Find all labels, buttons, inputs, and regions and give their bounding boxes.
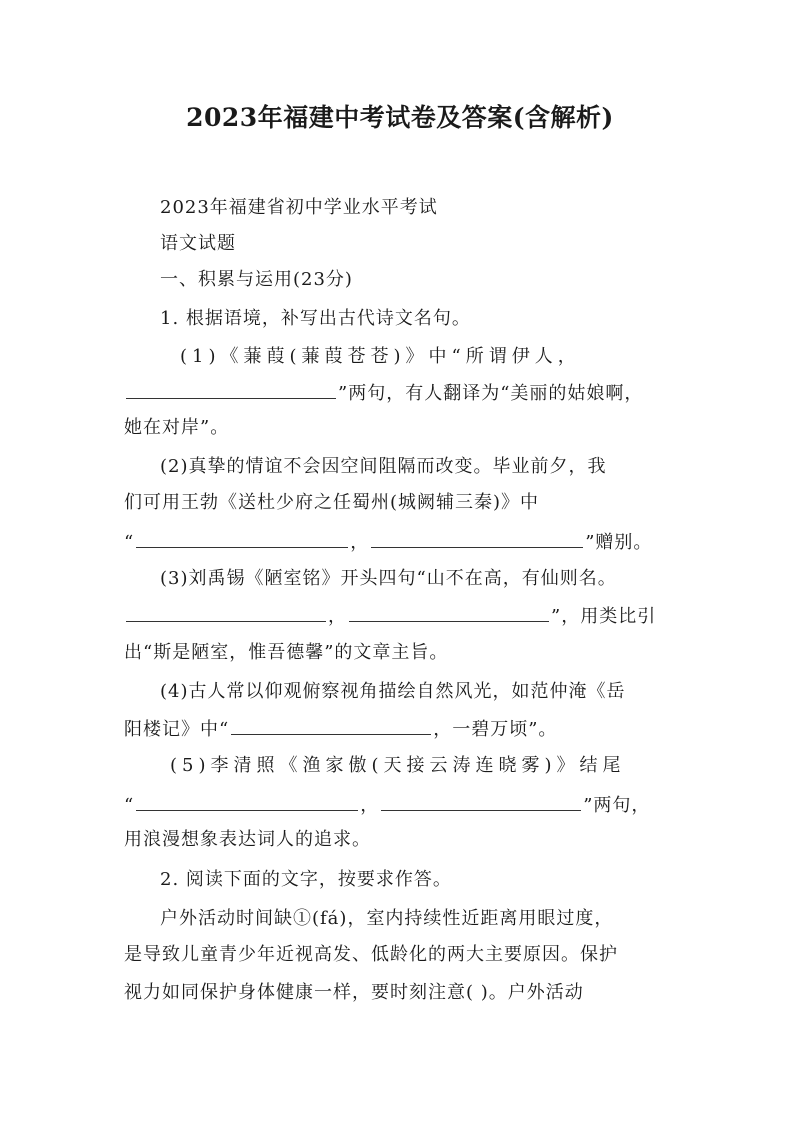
q1-part1-line3: 她在对岸”。 [124, 417, 230, 438]
q1-part1-text2: ”两句，有人翻译为“美丽的姑娘啊， [338, 383, 644, 404]
answer-blank[interactable] [231, 716, 431, 735]
q1-part3-line2 [124, 603, 656, 629]
q1-part4-line1: (4)古人常以仰观俯察视角描绘自然风光，如范仲淹《岳 [160, 681, 626, 702]
question-2-stem: 2. 阅读下面的文字，按要求作答。 [160, 869, 452, 890]
answer-blank[interactable] [136, 792, 358, 811]
q2-passage-line1: 户外活动时间缺①(fá)，室内持续性近距离用眼过度， [160, 908, 614, 929]
q1-part4-line2 [124, 716, 557, 742]
comma: ， [328, 606, 347, 627]
section-heading: 一、积累与运用(23分) [160, 269, 353, 290]
q1-part1-text: (1)《蒹葭(蒹葭苍苍)》中“所谓伊人， [180, 346, 581, 367]
q1-part5-text: (5)李清照《渔家傲(天接云涛连晓雾)》结尾 [170, 755, 626, 776]
quote-open: “ [124, 532, 135, 553]
quote-open: “ [124, 795, 135, 816]
quote-close: ”赠别。 [585, 532, 653, 553]
q1-part5-line2 [124, 792, 650, 818]
answer-blank[interactable] [381, 792, 581, 811]
answer-blank[interactable] [136, 529, 348, 548]
q1-part5-tail: ”两句， [583, 795, 651, 816]
q1-part4-tail: ，一碧万顷”。 [433, 719, 558, 740]
comma: ， [350, 532, 370, 553]
q1-part2-line2: 们可用王勃《送杜少府之任蜀州(城阙辅三秦)》中 [124, 492, 540, 513]
document-title: 2023年福建中考试卷及答案(含解析) [186, 103, 614, 132]
q1-part2-line1: (2)真挚的情谊不会因空间阻隔而改变。毕业前夕，我 [160, 456, 607, 477]
q1-part3-line3: 出“斯是陋室，惟吾德馨”的文章主旨。 [124, 642, 449, 663]
answer-blank[interactable] [126, 380, 336, 399]
answer-blank[interactable] [349, 603, 549, 622]
q1-part3-line1: (3)刘禹锡《陋室铭》开头四句“山不在高，有仙则名。 [160, 568, 617, 589]
q1-part5-line3: 用浪漫想象表达词人的追求。 [124, 829, 371, 850]
exam-subject: 语文试题 [160, 233, 236, 254]
q1-part5-line1 [170, 754, 626, 778]
exam-name: 2023年福建省初中学业水平考试 [160, 197, 438, 218]
q1-part3-tail: ”，用类比引 [551, 606, 657, 627]
comma: ， [360, 795, 380, 816]
q2-passage-line2: 是导致儿童青少年近视高发、低龄化的两大主要原因。保护 [124, 944, 618, 965]
answer-blank[interactable] [126, 603, 326, 622]
q1-part2-line3 [124, 529, 652, 555]
question-1-stem: 1. 根据语境，补写出古代诗文名句。 [160, 308, 471, 329]
q2-passage-line3: 视力如同保护身体健康一样，要时刻注意( )。户外活动 [124, 982, 584, 1003]
answer-blank[interactable] [371, 529, 583, 548]
q1-part4-head: 阳楼记》中“ [124, 719, 230, 740]
q1-part1-line2 [124, 380, 643, 406]
q1-part1-line1 [180, 345, 581, 369]
